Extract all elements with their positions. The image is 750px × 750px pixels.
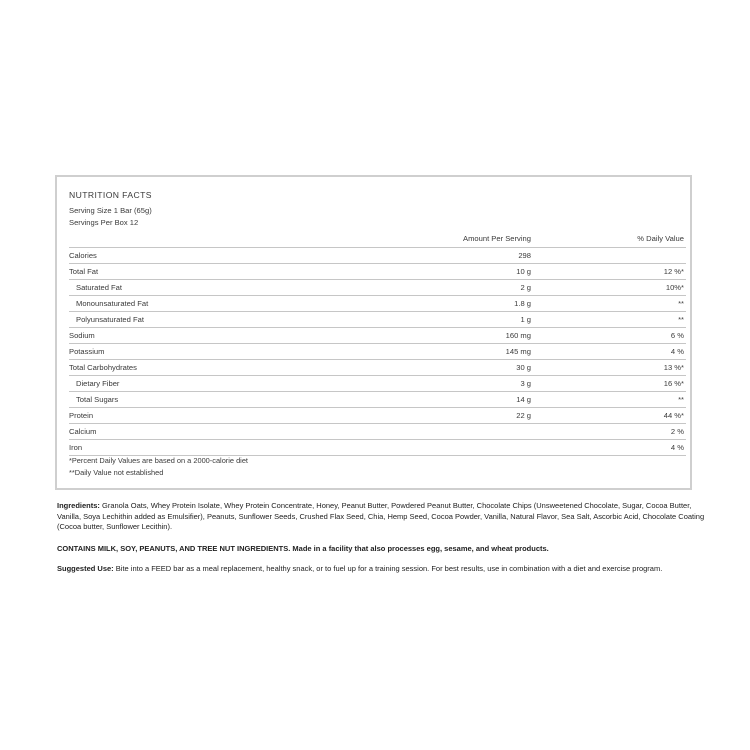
nutrient-dv: **	[678, 395, 684, 404]
nutrient-dv: 2 %	[670, 427, 684, 436]
ingredients-text: Granola Oats, Whey Protein Isolate, Whey Protein Concentrate, Honey, Peanut Butter, Powdered Peanut Butter, Chocolate Chips (Unsweetened Chocolate, Sugar, Cocoa Butter, Vanilla, Soya Lechithin added as Emulsifier), Peanuts, Sunflower Seeds, Crushed Flax Seed, Chia, Hemp Seed, Cocoa Powder, Vanilla, Natural Flavor, Sea Salt, Ascorbic Acid, Chocolate Coating (Cocoa butter, Sunflower Lecithin).	[57, 501, 705, 532]
nutrient-amount: 1.8 g	[514, 299, 531, 308]
table-row	[69, 248, 686, 264]
nutrient-dv: 10%*	[665, 283, 684, 292]
nutrient-amount: 3 g	[520, 379, 531, 388]
daily-value-footnote: *Percent Daily Values are based on a 2000-calorie diet	[69, 456, 248, 465]
table-row	[69, 312, 686, 328]
nutrition-facts-panel	[55, 175, 692, 490]
table-row	[69, 344, 686, 360]
nutrient-dv: 4 %	[670, 347, 684, 356]
nutrient-dv: **	[678, 299, 684, 308]
nutrient-amount: 10 g	[516, 267, 531, 276]
table-row	[69, 296, 686, 312]
suggested-use-section	[57, 564, 707, 575]
table-row	[69, 328, 686, 344]
serving-size: Serving Size 1 Bar (65g)	[69, 206, 152, 215]
nutrient-amount: 145 mg	[505, 347, 531, 356]
servings-per-box: Servings Per Box 12	[69, 218, 139, 227]
table-row	[69, 280, 686, 296]
nutrient-name: Protein	[69, 411, 94, 420]
nutrition-table	[69, 232, 686, 456]
nutrient-name: Dietary Fiber	[76, 379, 120, 388]
table-row	[69, 376, 686, 392]
nutrient-dv: 6 %	[670, 331, 684, 340]
table-header	[69, 232, 686, 248]
nutrient-name: Calcium	[69, 427, 97, 436]
nutrient-amount: 14 g	[516, 395, 531, 404]
nutrient-name: Total Carbohydrates	[69, 363, 137, 372]
table-row	[69, 440, 686, 456]
suggested-use-text: Bite into a FEED bar as a meal replacement, healthy snack, or to fuel up for a training session. For best results, use in combination with a diet and exercise program.	[113, 564, 663, 573]
nutrient-dv: 16 %*	[663, 379, 684, 388]
table-row	[69, 424, 686, 440]
nutrient-dv: **	[678, 315, 684, 324]
nutrient-name: Potassium	[69, 347, 105, 356]
nutrient-name: Polyunsaturated Fat	[76, 315, 144, 324]
allergen-statement: CONTAINS MILK, SOY, PEANUTS, AND TREE NUT INGREDIENTS. Made in a facility that also processes egg, sesame, and wheat products.	[57, 544, 549, 553]
nutrient-name: Saturated Fat	[76, 283, 123, 292]
nutrient-name: Sodium	[69, 331, 95, 340]
nutrient-dv: 12 %*	[663, 267, 684, 276]
not-established-footnote: **Daily Value not established	[69, 468, 164, 477]
nutrient-amount: 2 g	[520, 283, 531, 292]
amount-header: Amount Per Serving	[463, 234, 531, 243]
table-row	[69, 408, 686, 424]
suggested-use-label: Suggested Use:	[57, 564, 114, 573]
nutrient-amount: 1 g	[520, 315, 531, 324]
table-row	[69, 392, 686, 408]
daily-value-header: % Daily Value	[637, 234, 684, 243]
ingredients-label: Ingredients:	[57, 501, 100, 510]
nutrient-amount: 298	[518, 251, 531, 260]
nutrient-dv: 13 %*	[663, 363, 684, 372]
table-row	[69, 264, 686, 280]
nutrient-name: Total Sugars	[76, 395, 119, 404]
nutrient-amount: 160 mg	[505, 331, 531, 340]
nutrient-name: Total Fat	[69, 267, 99, 276]
nutrient-name: Monounsaturated Fat	[76, 299, 149, 308]
ingredients-section	[57, 501, 707, 533]
nutrient-name: Calories	[69, 251, 97, 260]
nutrient-dv: 44 %*	[663, 411, 684, 420]
nutrient-name: Iron	[69, 443, 83, 452]
panel-title: NUTRITION FACTS	[69, 190, 152, 200]
nutrient-amount: 22 g	[516, 411, 531, 420]
table-row	[69, 360, 686, 376]
nutrient-dv: 4 %	[670, 443, 684, 452]
nutrient-amount: 30 g	[516, 363, 531, 372]
